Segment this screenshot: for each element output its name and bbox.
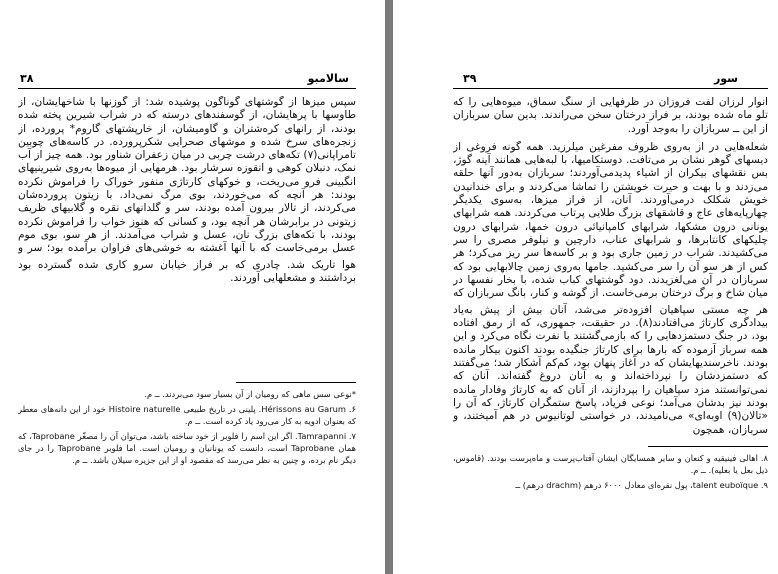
left-page-number: ۳۸ (20, 72, 34, 85)
right-footnotes (453, 452, 768, 512)
left-footnote-rule (236, 382, 356, 383)
left-header-rule (18, 88, 356, 89)
right-header-rule (453, 88, 768, 89)
footnote: *نوعی سس ماهی که رومیان از آن بسیار سود می‌بردند. ــ م. (144, 389, 356, 399)
right-paragraph: انوار لرزان لفت فروزان در ظرفهایی از سنگ سماق، میوه‌هایی را که تلو ماه شده بودند، بر فراز درختان سخن می‌راندند. بدین سان سربازان از این ــ سربازان را به‌وجد آورد. (453, 96, 768, 135)
left-paragraph: سپس میزها از گوشتهای گوناگون پوشیده شد: از گوزنها با شاخهایشان، از طاوسها با پرهایشان، از گوسفندهای درسته که در شراب شیرین پخته شده بودند، از رانهای کره‌شتران و گاومیشان، از خارپشتهای گاروم* پرورده، از زنجره‌های سرخ شده و موشهای صحرایی شکرپرورده. در کاسه‌های چوبین تامراپانی(۷) تکه‌های درشت چربی در میان زعفران شناور بود. همه چیز از آب نمک، دنبلان کوهی و انقوزه سرشار بود. هرمهایی از میوه‌ها به‌روی شیرینیهای انگبینی فرو می‌ریخت، و خوکهای کارتاژی منفور خوراک را فراموش نکرده بودند: هر آنچه که می‌خوردند، بوی مرگ نمی‌داد. با زیتون پرورده‌شان می‌کردند، از تالار بیرون آمده بودند، سر و گلدانهای نقره و گلابیهای ظریف زیتونی در برابرشان هر آنچه بود، و کسانی که هنوز خواب را فراموش نکرده بودند، با تکه‌های بزرگ نان، عسل و شراب می‌آمدند. از هر سو، بوی موم عسل برمی‌خاست که با آنها آغشته به خوشی‌های فراوان برآمده بود؛ سر و (18, 96, 356, 254)
left-page (0, 0, 385, 574)
footnote: ۶. Hérissons au Garum. پلینی در تاریخ طبیعی Histoire naturelle خود از این دانه‌های معطر که بعنوان ادویه به کار می‌رود یاد کرده است. ــ م. (18, 404, 356, 426)
left-main-text (18, 96, 356, 296)
footnote: ۷. Tamrapanni. اگر این اسم را فلوبر از خود ساخته باشد، می‌توان آن را مصغّر Taprobane، که همان Taprobane است، دانست که یونانیان و رومیان است. اما فلوبر Taprobane را در جای دیگر نام برده، و چنین به نظر می‌رسد که مقصود او از این جزیره سیلان باشد. ــ م. (18, 431, 356, 465)
right-paragraph: شعله‌هایی در از به‌روی ظروف مفرغین میلرزید. همه گونه فروغی از دیسهای گوهر نشان بر می‌تافت. دوستکامیها، با لبه‌هایی همانند آینه گوژ، بس نقشهای بیکران از اشیاء پدیدمی‌آوردند؛ سربازان به‌دور آنها حلقه می‌زدند و با بهت و حیرت خویشتن را تماشا می‌کردند و برای خندانیدن خویش شکلک درمی‌آوردند. آنان، از فراز میزها، به‌سوی یکدیگر چهارپایه‌های عاج و قاشقهای بزرگ طلایی پرتاب می‌کردند. همه شرابهای یونانی درون مشکها، شرابهای کامپانیائی درون خمها، شرابهای درون چلیکهای کانتابرها، و شرابهای عناب، دارچین و نیلوفر مصری را سر می‌کشیدند. شراب در زمین جاری بود و بر کاسه‌ها سر ریز می‌کرد؛ هر کس از هر سو آن را سر می‌کشید. جامها به‌روی زمین چالابهایی بود که سربازان در آن می‌لغزیدند. دود گوشتهای کباب شده، با بخار نفسها در میان شاخ و برگ درختان برمی‌خاست. از گوشه و کنار، بانگ سربازان که (453, 140, 768, 299)
footnote: ۹. talent euboïque، پول نقره‌ای معادل ۶۰۰۰ درهم (drachm درهم) ــ (515, 480, 768, 490)
right-page-number: ۳۹ (463, 72, 477, 85)
left-paragraph: هوا تاریک شد. چادری که بر فراز خیابان سرو کاری شده گسترده بود برداشتند و مشعلهایی آوردند. (18, 259, 356, 285)
left-footnotes (18, 388, 356, 538)
right-footnote-rule (648, 446, 768, 447)
right-running-title: سور (713, 72, 738, 85)
footnote: ۸. اهالی فینیقیه و کنعان و سایر همسایگان ایشان آفتاب‌پرست و ماه‌پرست بودند. (قاموس، ذیل بعل یا بعلیه). ــ م. (453, 453, 768, 475)
left-running-title: سالامبو (307, 72, 349, 85)
right-page (393, 0, 778, 574)
right-paragraph: هر چه مستی سپاهیان افزوده‌تر می‌شد، آنان بیش از پیش به‌یاد بیدادگری کارتاژ می‌افتادند(۸). در حقیقت، جمهوری، که از رمق افتاده بود، در جنگ دستمزدهایی را که بازمی‌گشتند با نفرت نگاه می‌کرد و این همه سرباز آزموده که بارها برای کارتاژ جنگیده بودند اکنون بیکار مانده بودند. ناخرسندیهایشان که در آغاز پنهان بود، کم‌کم آشکار شد؛ می‌گفتند که دستمزدشان را نپرداخته‌اند و به آنان دروغ گفته‌اند. آنان که نمی‌توانستند مزد سپاهیان را بپردازند، از آنان که به کارتاژ وفادار مانده بودند نیز بدشان می‌آمد؛ نوعی فریاد، پاسخ ستمگران کارتاژ، که آن را «تالان(۹) اوبه‌ای» می‌نامیدند، در خواستی لوتانیوس در هم آمیختند، و سربازان، همچون (453, 303, 768, 436)
book-gutter (385, 0, 393, 574)
right-main-text (453, 96, 768, 441)
